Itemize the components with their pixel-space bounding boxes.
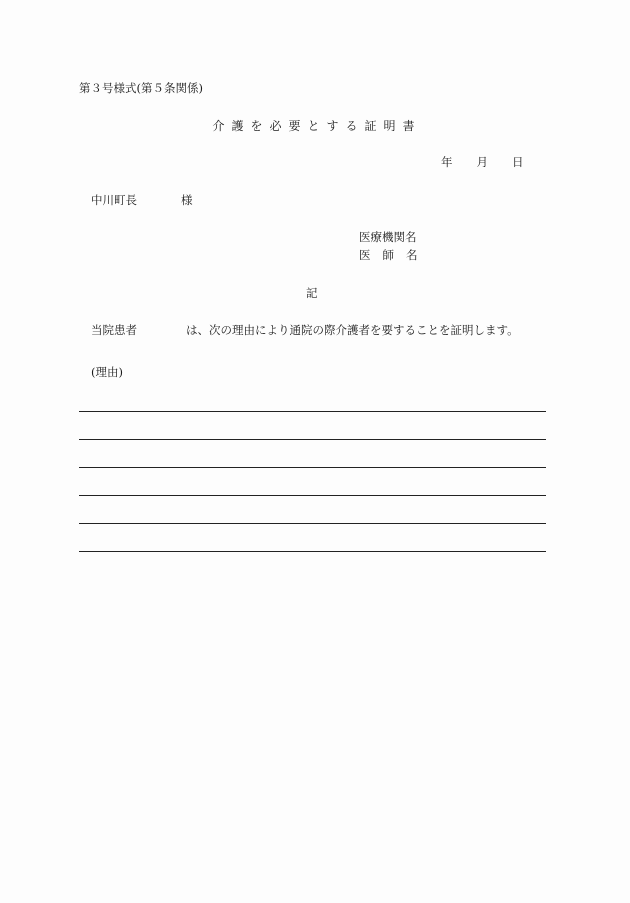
reason-line	[79, 467, 546, 468]
date-day-label: 日	[512, 155, 524, 169]
addressee-honorific: 様	[181, 193, 193, 207]
reason-line	[79, 439, 546, 440]
reason-label: (理由)	[91, 365, 123, 379]
doctor-name-label	[359, 248, 418, 266]
addressee-line	[91, 193, 193, 207]
doctor-label-char: 医	[359, 248, 371, 262]
addressee-name: 中川町長	[91, 193, 137, 207]
date-line	[441, 155, 524, 169]
date-month-label: 月	[476, 155, 488, 169]
doctor-label-char: 師	[382, 248, 394, 262]
statement-body: は、次の理由により通院の際介護者を要することを証明します。	[186, 323, 519, 337]
reason-line	[79, 495, 546, 496]
ki-heading: 記	[306, 286, 318, 300]
document-title: 介護を必要とする証明書	[212, 119, 422, 133]
date-year-label: 年	[441, 155, 453, 169]
reason-line	[79, 523, 546, 524]
statement-prefix: 当院患者	[91, 323, 137, 337]
reason-line	[79, 551, 546, 552]
statement-line	[91, 323, 519, 337]
form-number: 第３号様式(第５条関係)	[79, 81, 203, 95]
reason-line	[79, 411, 546, 412]
doctor-label-char: 名	[406, 248, 418, 262]
sender-block	[359, 230, 418, 266]
institution-name-label: 医療機関名	[359, 230, 417, 244]
